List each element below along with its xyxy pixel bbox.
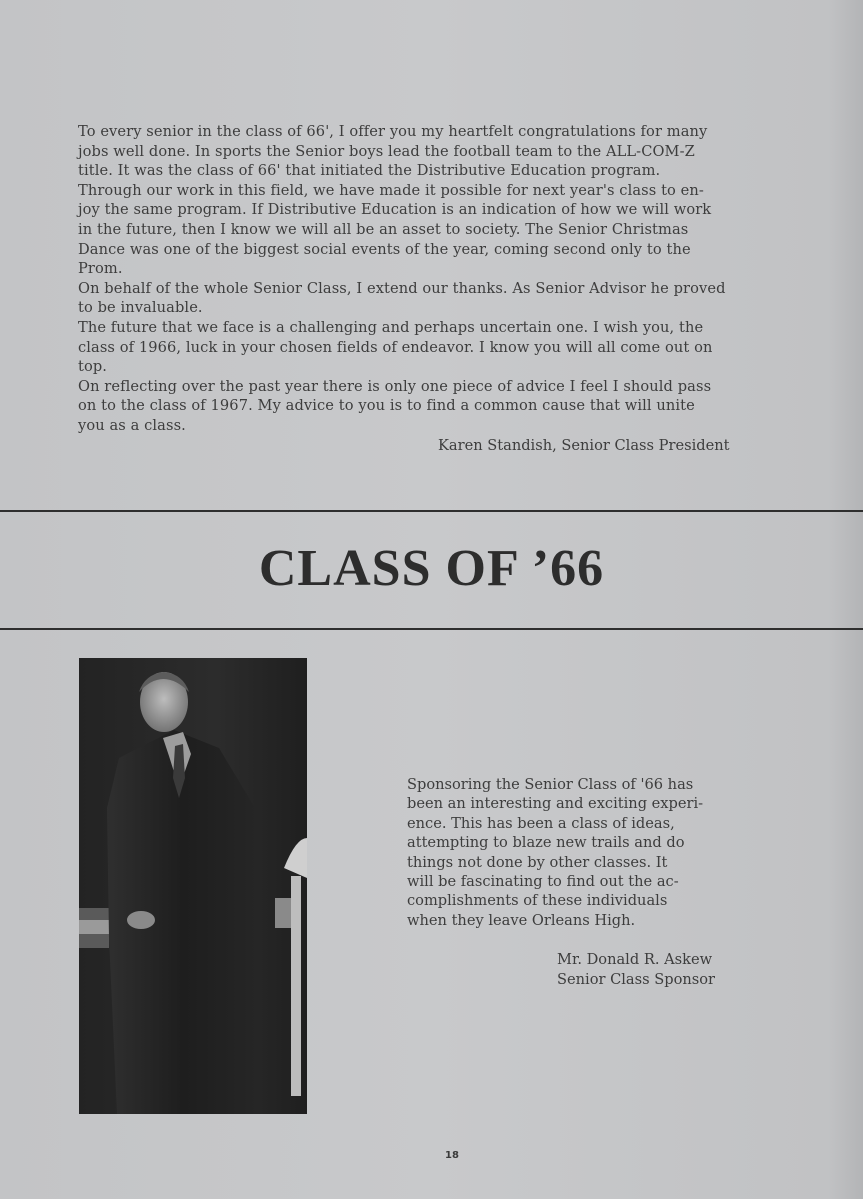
letter-line: title. It was the class of 66' that initiated the Distributive Education program. [78, 162, 661, 180]
letter-line: you as a class. [78, 416, 186, 434]
letter-line: To every senior in the class of 66', I offer you my heartfelt congratulations for many [78, 123, 708, 140]
sponsor-line: Sponsoring the Senior Class of '66 has [407, 776, 694, 793]
sponsor-line: will be fascinating to find out the ac- [407, 873, 679, 891]
sponsor-portrait-graphic [79, 658, 307, 1114]
page-number: 18 [445, 1150, 459, 1161]
sponsor-line: things not done by other classes. It [407, 853, 668, 871]
letter-line: to be invaluable. [78, 299, 203, 317]
president-signature: Karen Standish, Senior Class President [438, 437, 730, 454]
letter-line: Dance was one of the biggest social events of the year, coming second only to the [78, 240, 691, 258]
letter-line: On behalf of the whole Senior Class, I extend our thanks. As Senior Advisor he proved [78, 279, 726, 297]
letter-line: Prom. [78, 260, 123, 278]
president-letter [78, 122, 823, 436]
letter-line: in the future, then I know we will all be an asset to society. The Senior Christmas [78, 220, 689, 238]
letter-line: on to the class of 1967. My advice to you is to find a common cause that will unite [78, 397, 695, 415]
letter-line: On reflecting over the past year there is only one piece of advice I feel I should pass [78, 377, 712, 395]
letter-line: Through our work in this field, we have made it possible for next year's class to en- [78, 181, 704, 199]
page-title: CLASS OF ’66 [258, 540, 605, 597]
sponsor-signature-title: Senior Class Sponsor [557, 971, 716, 988]
sponsor-line: ence. This has been a class of ideas, [407, 814, 675, 832]
letter-line: jobs well done. In sports the Senior boys lead the football team to the ALL-COM-Z [78, 142, 695, 160]
headline-rule-bottom [0, 628, 863, 630]
headline-rule-top [0, 510, 863, 512]
sponsor-signature [557, 950, 715, 990]
sponsor-signature-name: Mr. Donald R. Askew [557, 951, 713, 968]
sponsor-photo [79, 658, 307, 1114]
letter-line: The future that we face is a challenging and perhaps uncertain one. I wish you, the [78, 318, 704, 336]
letter-line: class of 1966, luck in your chosen fields of endeavor. I know you will all come out on [78, 338, 713, 356]
sponsor-line: attempting to blaze new trails and do [407, 834, 685, 852]
sponsor-message [407, 775, 787, 930]
letter-line: top. [78, 358, 108, 376]
letter-line: joy the same program. If Distributive Education is an indication of how we will work [78, 201, 712, 219]
sponsor-line: been an interesting and exciting experi- [407, 795, 704, 813]
sponsor-line: when they leave Orleans High. [407, 911, 636, 929]
sponsor-line: complishments of these individuals [407, 892, 668, 910]
